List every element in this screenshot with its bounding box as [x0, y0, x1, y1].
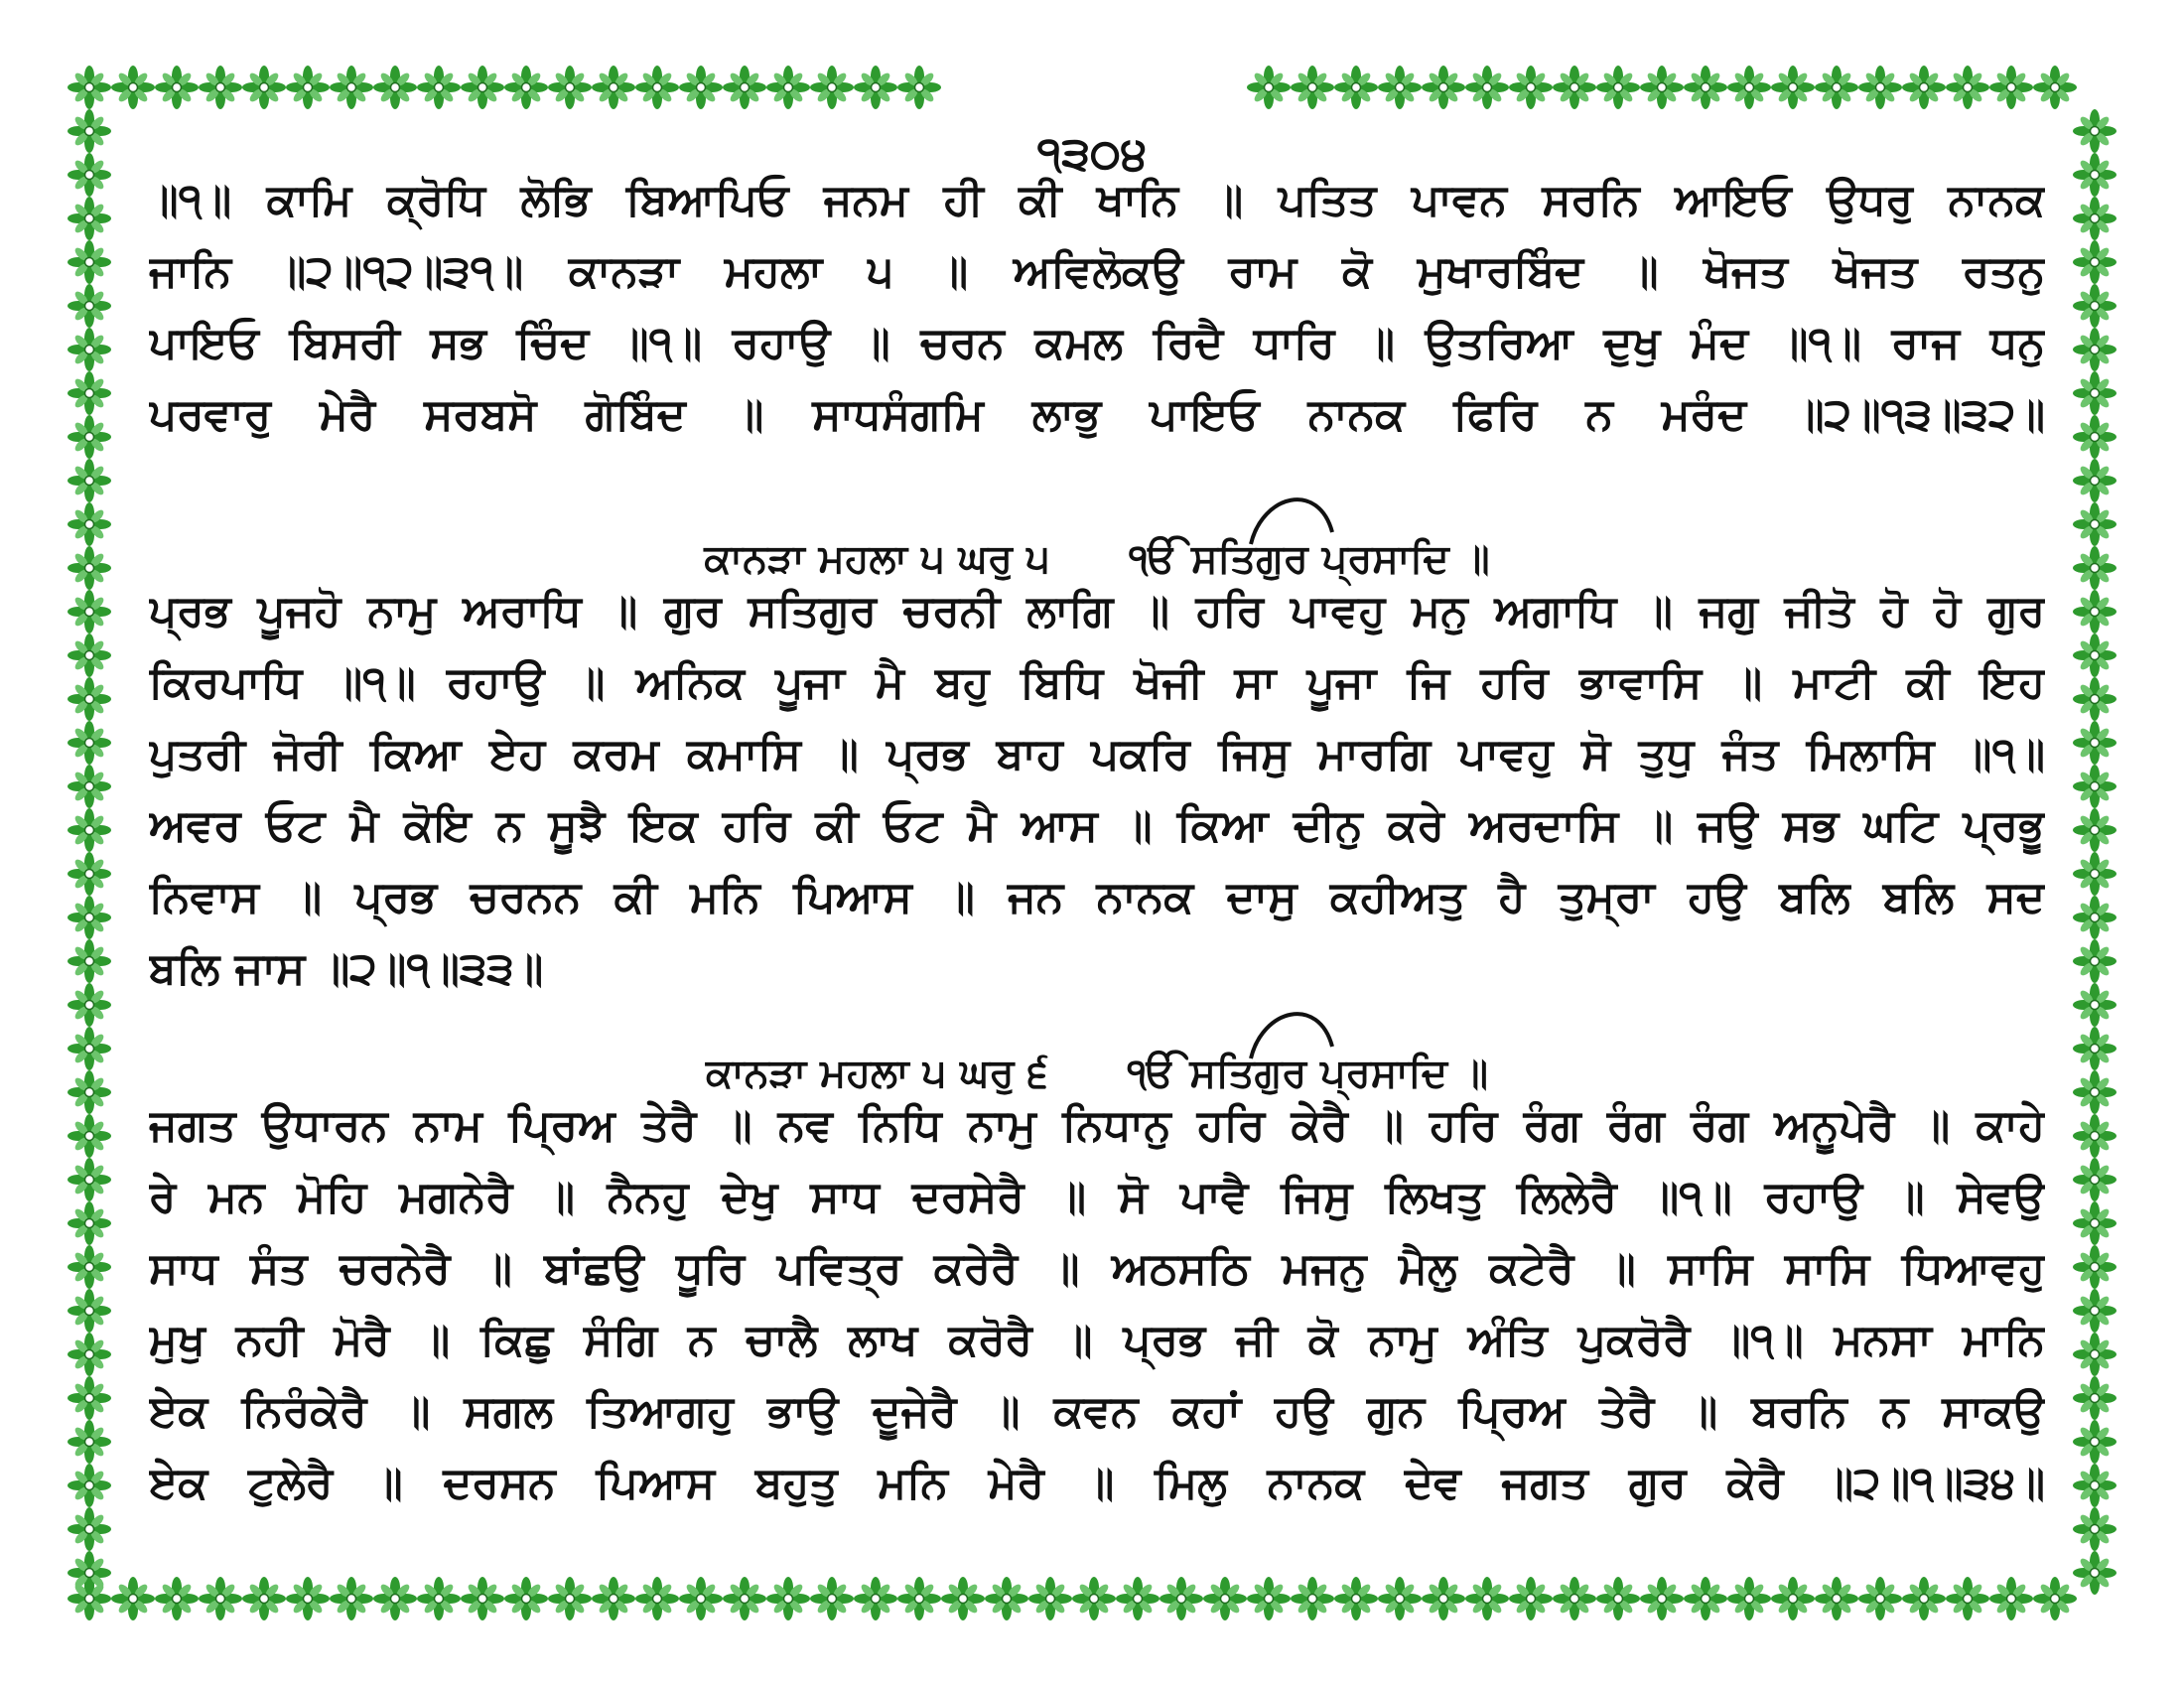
- border-flower: [68, 459, 111, 502]
- border-flower: [1596, 66, 1640, 109]
- border-flower: [68, 66, 111, 109]
- border-flower: [1072, 1577, 1116, 1620]
- border-flower: [2073, 153, 2116, 197]
- border-flower: [548, 1577, 592, 1620]
- border-flower: [68, 1070, 111, 1114]
- border-flower: [417, 66, 461, 109]
- section-heading: [149, 491, 2045, 582]
- border-flower: [373, 66, 417, 109]
- border-flower: [1946, 1577, 1989, 1620]
- border-flower: [941, 1577, 985, 1620]
- border-flower: [2073, 328, 2116, 371]
- raag-heading: ਕਾਨੜਾ ਮਹਲਾ ੫ ਘਰੁ ੬: [705, 1051, 1048, 1096]
- border-flower: [2033, 66, 2077, 109]
- border-flower: [2073, 415, 2116, 459]
- text-line: ਜਗਤ ਉਧਾਰਨ ਨਾਮ ਪ੍ਰਿਅ ਤੇਰੈ ॥ ਨਵ ਨਿਧਿ ਨਾਮੁ ਨਿਧਾਨੁ ਹਰਿ ਕੇਰੈ ॥ ਹਰਿ ਰੰਗ ਰੰਗ ਰੰਗ ਅਨੂਪੇਰੈ ॥ ਕਾਹੇ: [149, 1100, 2045, 1151]
- border-flower: [635, 1577, 679, 1620]
- border-flower: [2073, 109, 2116, 153]
- border-flower: [68, 1333, 111, 1376]
- border-flower: [1422, 1577, 1465, 1620]
- border-flower: [2073, 1114, 2116, 1158]
- border-flower: [68, 677, 111, 721]
- text-line: ਬਲਿ ਜਾਸ ॥੨॥੧॥੩੩॥: [149, 943, 544, 994]
- border-flower: [679, 1577, 723, 1620]
- border-flower: [1334, 1577, 1378, 1620]
- text-line: ਏਕ ਨਿਰੰਕੇਰੈ ॥ ਸਗਲ ਤਿਆਗਹੁ ਭਾਉ ਦੂਜੇਰੈ ॥ ਕਵਨ ਕਹਾਂ ਹਉ ਗੁਨ ਪ੍ਰਿਅ ਤੇਰੈ ॥ ਬਰਨਿ ਨ ਸਾਕਉ: [149, 1386, 2045, 1437]
- border-flower: [2073, 546, 2116, 590]
- border-flower: [766, 66, 810, 109]
- border-flower: [1946, 66, 1989, 109]
- border-flower: [1989, 66, 2033, 109]
- ik-onkar-arc: [1241, 1001, 1350, 1060]
- border-flower: [242, 1577, 286, 1620]
- border-flower: [2073, 1551, 2116, 1595]
- border-flower: [68, 1114, 111, 1158]
- border-flower: [68, 328, 111, 371]
- text-line: ਪੁਤਰੀ ਜੋਰੀ ਕਿਆ ਏਹ ਕਰਮ ਕਮਾਸਿ ॥ ਪ੍ਰਭ ਬਾਹ ਪਕਰਿ ਜਿਸੁ ਮਾਰਗਿ ਪਾਵਹੁ ਸੋ ਤੁਧੁ ਜੰਤ ਮਿਲਾਸਿ ॥੧॥: [149, 729, 2045, 779]
- border-flower: [723, 1577, 766, 1620]
- border-flower: [2073, 1507, 2116, 1551]
- border-flower: [504, 66, 548, 109]
- border-flower: [897, 1577, 941, 1620]
- text-line: ਨਿਵਾਸ ॥ ਪ੍ਰਭ ਚਰਨਨ ਕੀ ਮਨਿ ਪਿਆਸ ॥ ਜਨ ਨਾਨਕ ਦਾਸੁ ਕਹੀਅਤੁ ਹੈ ਤੁਮ੍ਰਾ ਹਉ ਬਲਿ ਬਲਿ ਸਦ: [149, 872, 2045, 922]
- border-flower: [68, 721, 111, 765]
- border-flower: [68, 1551, 111, 1595]
- border-flower: [68, 153, 111, 197]
- border-flower: [1203, 1577, 1247, 1620]
- border-flower: [2073, 721, 2116, 765]
- border-flower: [68, 939, 111, 983]
- border-flower: [810, 1577, 854, 1620]
- border-flower: [68, 1507, 111, 1551]
- border-flower: [1771, 1577, 1815, 1620]
- border-flower: [1378, 66, 1422, 109]
- border-flower: [68, 983, 111, 1027]
- border-flower: [1553, 66, 1596, 109]
- text-line: ਅਵਰ ਓਟ ਮੈ ਕੋਇ ਨ ਸੂਝੈ ਇਕ ਹਰਿ ਕੀ ਓਟ ਮੈ ਆਸ ॥ ਕਿਆ ਦੀਨੁ ਕਰੇ ਅਰਦਾਸਿ ॥ ਜਉ ਸਭ ਘਟਿ ਪ੍ਰਭੂ: [149, 800, 2045, 851]
- section-2: [149, 491, 2045, 1005]
- border-flower: [461, 1577, 504, 1620]
- border-flower: [68, 1158, 111, 1201]
- section-1: [149, 165, 2045, 451]
- border-flower: [1727, 66, 1771, 109]
- border-flower: [68, 109, 111, 153]
- border-flower: [155, 66, 199, 109]
- border-flower: [68, 1289, 111, 1333]
- text-line: ਪਾਇਓ ਬਿਸਰੀ ਸਭ ਚਿੰਦ ॥੧॥ ਰਹਾਉ ॥ ਚਰਨ ਕਮਲ ਰਿਦੈ ਧਾਰਿ ॥ ਉਤਰਿਆ ਦੁਖੁ ਮੰਦ ॥੧॥ ਰਾਜ ਧਨੁ: [149, 318, 2045, 368]
- border-flower: [2073, 1333, 2116, 1376]
- text-line: ਪ੍ਰਭ ਪੂਜਹੋ ਨਾਮੁ ਅਰਾਧਿ ॥ ਗੁਰ ਸਤਿਗੁਰ ਚਰਨੀ ਲਾਗਿ ॥ ਹਰਿ ਪਾਵਹੁ ਮਨੁ ਅਗਾਧਿ ॥ ਜਗੁ ਜੀਤੋ ਹੋ ਹੋ ਗੁਰ: [149, 586, 2045, 636]
- border-flower: [199, 66, 242, 109]
- border-flower: [68, 546, 111, 590]
- border-flower: [1334, 66, 1378, 109]
- border-flower: [985, 1577, 1028, 1620]
- border-flower: [504, 1577, 548, 1620]
- border-flower: [2073, 633, 2116, 677]
- border-flower: [2073, 1158, 2116, 1201]
- border-flower: [330, 66, 373, 109]
- border-flower: [1640, 66, 1684, 109]
- border-flower: [1858, 1577, 1902, 1620]
- border-flower: [2073, 502, 2116, 546]
- border-flower: [1771, 66, 1815, 109]
- border-flower: [199, 1577, 242, 1620]
- text-line: ਮੁਖੁ ਨਹੀ ਮੋਰੈ ॥ ਕਿਛੁ ਸੰਗਿ ਨ ਚਾਲੈ ਲਾਖ ਕਰੋਰੈ ॥ ਪ੍ਰਭ ਜੀ ਕੋ ਨਾਮੁ ਅੰਤਿ ਪੁਕਰੋਰੈ ॥੧॥ ਮਨਸਾ ਮਾਨਿ: [149, 1315, 2045, 1365]
- border-flower: [68, 1376, 111, 1420]
- text-line: ਰੇ ਮਨ ਮੋਹਿ ਮਗਨੇਰੈ ॥ ਨੈਨਹੁ ਦੇਖੁ ਸਾਧ ਦਰਸੇਰੈ ॥ ਸੋ ਪਾਵੈ ਜਿਸੁ ਲਿਖਤੁ ਲਿਲੇਰੈ ॥੧॥ ਰਹਾਉ ॥ ਸੇਵਉ: [149, 1172, 2045, 1222]
- border-flower: [111, 66, 155, 109]
- invocation: ੴ ਸਤਿਗੁਰ ਪ੍ਰਸਾਦਿ ॥: [1129, 536, 1490, 582]
- border-flower: [155, 1577, 199, 1620]
- border-flower: [2073, 197, 2116, 240]
- border-flower: [1553, 1577, 1596, 1620]
- border-flower: [1815, 1577, 1858, 1620]
- border-flower: [373, 1577, 417, 1620]
- border-flower: [2073, 590, 2116, 633]
- text-line: ਸਾਧ ਸੰਤ ਚਰਨੇਰੈ ॥ ਬਾਂਛਉ ਧੂਰਿ ਪਵਿਤ੍ਰ ਕਰੇਰੈ ॥ ਅਠਸਠਿ ਮਜਨੁ ਮੈਲੁ ਕਟੇਰੈ ॥ ਸਾਸਿ ਸਾਸਿ ਧਿਆਵਹੁ: [149, 1243, 2045, 1294]
- border-flower: [2073, 1420, 2116, 1464]
- border-flower: [1727, 1577, 1771, 1620]
- section-heading: [149, 1005, 2045, 1096]
- border-flower: [68, 808, 111, 852]
- section-3: [149, 1005, 2045, 1519]
- border-flower: [68, 284, 111, 328]
- border-flower: [2073, 1289, 2116, 1333]
- page-number: ੧੩੦੪: [1020, 123, 1165, 183]
- border-flower: [286, 1577, 330, 1620]
- border-flower: [68, 896, 111, 939]
- text-line: ਪਰਵਾਰੁ ਮੇਰੈ ਸਰਬਸੋ ਗੋਬਿੰਦ ॥ ਸਾਧਸੰਗਮਿ ਲਾਭੁ ਪਾਇਓ ਨਾਨਕ ਫਿਰਿ ਨ ਮਰੰਦ ॥੨॥੧੩॥੩੨॥: [149, 389, 2045, 440]
- border-flower: [2073, 371, 2116, 415]
- border-flower: [68, 1464, 111, 1507]
- border-flower: [592, 1577, 635, 1620]
- border-flower: [1509, 1577, 1553, 1620]
- border-flower: [897, 66, 941, 109]
- border-flower: [68, 590, 111, 633]
- border-flower: [417, 1577, 461, 1620]
- border-flower: [1989, 1577, 2033, 1620]
- invocation: ੴ ਸਤਿਗੁਰ ਪ੍ਰਸਾਦਿ ॥: [1127, 1051, 1489, 1096]
- border-flower: [1902, 1577, 1946, 1620]
- raag-heading: ਕਾਨੜਾ ਮਹਲਾ ੫ ਘਰੁ ੫: [704, 536, 1050, 582]
- border-flower: [854, 1577, 897, 1620]
- border-flower: [810, 66, 854, 109]
- border-flower: [1858, 66, 1902, 109]
- text-line: ਏਕ ਟੁਲੇਰੈ ॥ ਦਰਸਨ ਪਿਆਸ ਬਹੁਤੁ ਮਨਿ ਮੇਰੈ ॥ ਮਿਲੁ ਨਾਨਕ ਦੇਵ ਜਗਤ ਗੁਰ ਕੇਰੈ ॥੨॥੧॥੩੪॥: [149, 1458, 2045, 1508]
- border-flower: [68, 1201, 111, 1245]
- border-flower: [1160, 1577, 1203, 1620]
- border-flower: [461, 66, 504, 109]
- text-line: ਕਿਰਪਾਧਿ ॥੧॥ ਰਹਾਉ ॥ ਅਨਿਕ ਪੂਜਾ ਮੈ ਬਹੁ ਬਿਧਿ ਖੋਜੀ ਸਾ ਪੂਜਾ ਜਿ ਹਰਿ ਭਾਵਾਸਿ ॥ ਮਾਟੀ ਕੀ ਇਹ: [149, 657, 2045, 708]
- border-flower: [1291, 1577, 1334, 1620]
- border-flower: [2073, 1027, 2116, 1070]
- border-flower: [68, 502, 111, 546]
- border-flower: [1684, 66, 1727, 109]
- border-flower: [1902, 66, 1946, 109]
- border-flower: [1640, 1577, 1684, 1620]
- border-flower: [2033, 1577, 2077, 1620]
- border-flower: [68, 633, 111, 677]
- ik-onkar-arc: [1241, 487, 1350, 546]
- border-flower: [68, 765, 111, 808]
- text-line: ਜਾਨਿ ॥੨॥੧੨॥੩੧॥ ਕਾਨੜਾ ਮਹਲਾ ੫ ॥ ਅਵਿਲੋਕਉ ਰਾਮ ਕੋ ਮੁਖਾਰਬਿੰਦ ॥ ਖੋਜਤ ਖੋਜਤ ਰਤਨੁ: [149, 246, 2045, 297]
- border-flower: [1509, 66, 1553, 109]
- scripture-text: [149, 165, 2045, 1519]
- border-flower: [2073, 677, 2116, 721]
- border-flower: [2073, 1201, 2116, 1245]
- border-flower: [2073, 1245, 2116, 1289]
- border-flower: [766, 1577, 810, 1620]
- border-flower: [2073, 939, 2116, 983]
- border-flower: [2073, 765, 2116, 808]
- border-flower: [68, 1420, 111, 1464]
- border-flower: [2073, 852, 2116, 896]
- border-flower: [1815, 66, 1858, 109]
- border-flower: [1422, 66, 1465, 109]
- border-flower: [723, 66, 766, 109]
- border-flower: [2073, 1070, 2116, 1114]
- border-flower: [2073, 896, 2116, 939]
- border-flower: [2073, 459, 2116, 502]
- border-flower: [2073, 1464, 2116, 1507]
- border-flower: [592, 66, 635, 109]
- border-flower: [548, 66, 592, 109]
- border-flower: [2073, 983, 2116, 1027]
- border-flower: [1247, 66, 1291, 109]
- border-flower: [1596, 1577, 1640, 1620]
- border-flower: [68, 415, 111, 459]
- border-flower: [111, 1577, 155, 1620]
- border-flower: [1465, 66, 1509, 109]
- border-flower: [1028, 1577, 1072, 1620]
- border-flower: [1116, 1577, 1160, 1620]
- border-flower: [68, 371, 111, 415]
- border-flower: [1291, 66, 1334, 109]
- border-flower: [1378, 1577, 1422, 1620]
- border-flower: [854, 66, 897, 109]
- border-flower: [2073, 1376, 2116, 1420]
- border-flower: [1684, 1577, 1727, 1620]
- border-flower: [2073, 240, 2116, 284]
- border-flower: [1465, 1577, 1509, 1620]
- border-flower: [330, 1577, 373, 1620]
- border-flower: [679, 66, 723, 109]
- border-flower: [1247, 1577, 1291, 1620]
- border-flower: [68, 1027, 111, 1070]
- border-flower: [68, 197, 111, 240]
- border-flower: [2073, 808, 2116, 852]
- border-flower: [242, 66, 286, 109]
- border-flower: [286, 66, 330, 109]
- border-flower: [2073, 284, 2116, 328]
- border-flower: [635, 66, 679, 109]
- border-flower: [68, 852, 111, 896]
- text-line: ॥੧॥ ਕਾਮਿ ਕ੍ਰੋਧਿ ਲੋਭਿ ਬਿਆਪਿਓ ਜਨਮ ਹੀ ਕੀ ਖਾਨਿ ॥ ਪਤਿਤ ਪਾਵਨ ਸਰਨਿ ਆਇਓ ਉਧਰੁ ਨਾਨਕ: [149, 175, 2045, 225]
- border-flower: [68, 240, 111, 284]
- border-flower: [68, 1245, 111, 1289]
